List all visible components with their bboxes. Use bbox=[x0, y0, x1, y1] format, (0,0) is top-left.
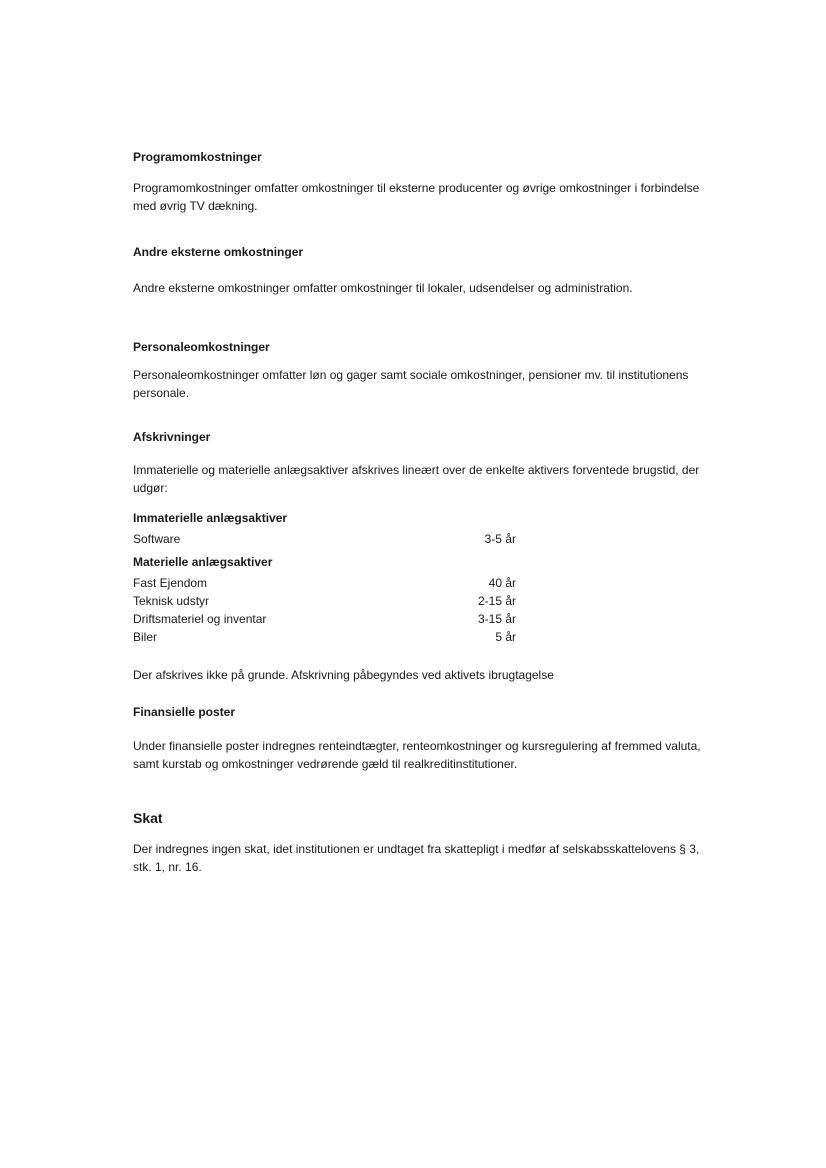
depreciation-row-label: Biler bbox=[133, 630, 158, 644]
depreciation-row-label: Software bbox=[133, 532, 181, 546]
paragraph-finansielle-poster: Under finansielle poster indregnes renteindtægter, renteomkostninger og kursregulering af fremmed valuta, samt kurstab og omkostninger vedrørende gæld til realkreditinstitutioner. bbox=[133, 739, 701, 771]
paragraph-afskrivninger-note: Der afskrives ikke på grunde. Afskrivning påbegyndes ved aktivets ibrugtagelse bbox=[133, 668, 554, 682]
depreciation-row-label: Fast Ejendom bbox=[133, 576, 208, 590]
paragraph-personaleomkostninger: Personaleomkostninger omfatter løn og gager samt sociale omkostninger, pensioner mv. til institutionens personale. bbox=[133, 368, 689, 400]
heading-skat: Skat bbox=[133, 810, 163, 826]
depreciation-row bbox=[133, 610, 516, 628]
depreciation-row bbox=[133, 592, 516, 610]
heading-afskrivninger: Afskrivninger bbox=[133, 430, 211, 444]
depreciation-row-value: 40 år bbox=[488, 576, 516, 590]
depreciation-row-label: Driftsmateriel og inventar bbox=[133, 612, 267, 626]
depreciation-row bbox=[133, 628, 516, 646]
heading-andre-eksterne-omkostninger: Andre eksterne omkostninger bbox=[133, 245, 304, 259]
depreciation-row-value: 3-5 år bbox=[484, 532, 516, 546]
subheading-materielle-anlaegsaktiver: Materielle anlægsaktiver bbox=[133, 555, 273, 569]
heading-programomkostninger: Programomkostninger bbox=[133, 150, 262, 164]
heading-finansielle-poster: Finansielle poster bbox=[133, 705, 236, 719]
depreciation-row bbox=[133, 530, 516, 548]
depreciation-row-value: 2-15 år bbox=[477, 594, 516, 608]
depreciation-row bbox=[133, 574, 516, 592]
paragraph-afskrivninger: Immaterielle og materielle anlægsaktiver afskrives lineært over de enkelte aktivers forventede brugstid, der udgør: bbox=[133, 463, 700, 495]
paragraph-skat: Der indregnes ingen skat, idet institutionen er undtaget fra skattepligt i medfør af selskabsskattelovens § 3, stk. 1, nr. 16. bbox=[133, 842, 700, 874]
subheading-immaterielle-anlaegsaktiver: Immaterielle anlægsaktiver bbox=[133, 511, 288, 525]
paragraph-andre-eksterne-omkostninger: Andre eksterne omkostninger omfatter omkostninger til lokaler, udsendelser og administration. bbox=[133, 281, 633, 295]
paragraph-programomkostninger: Programomkostninger omfatter omkostninger til eksterne producenter og øvrige omkostninger i forbindelse med øvrig TV dækning. bbox=[133, 181, 700, 213]
heading-personaleomkostninger: Personaleomkostninger bbox=[133, 340, 270, 354]
depreciation-row-value: 5 år bbox=[495, 630, 516, 644]
depreciation-row-value: 3-15 år bbox=[477, 612, 516, 626]
depreciation-row-label: Teknisk udstyr bbox=[133, 594, 210, 608]
